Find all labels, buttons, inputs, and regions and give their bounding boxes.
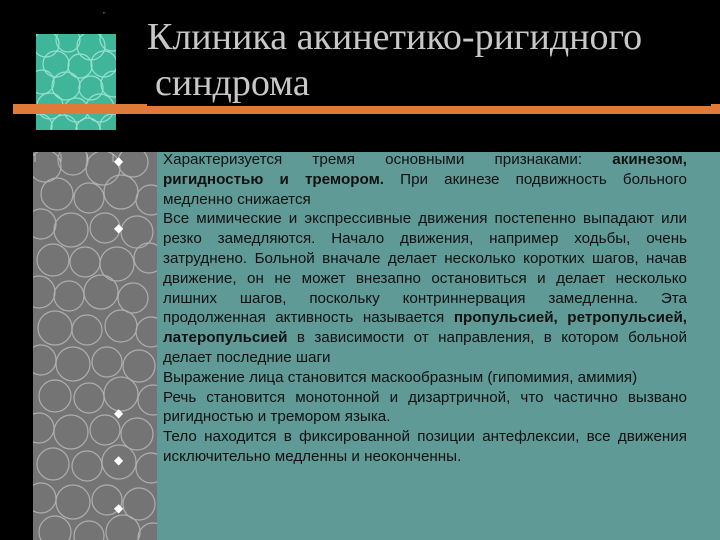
teal-circle-pattern-decoration xyxy=(36,34,116,130)
bullet-1-text-bold: акинезом, ригидностью и тремором. xyxy=(163,151,687,188)
diamond-bullet-icon: ◆ xyxy=(114,154,124,168)
bullet-2-text-c: в зависимости от направления, в котором больной делает последние шаги xyxy=(163,329,687,366)
tiny-mark: " xyxy=(103,12,106,19)
grey-circle-pattern-decoration xyxy=(33,152,157,540)
bullet-5-text: Тело находится в фиксированной позиции антефлексии, все движения исключительно медленны и неоконченны. xyxy=(163,428,687,465)
bullet-item-1 xyxy=(163,150,687,209)
slide-title xyxy=(147,14,711,106)
bullet-4-text: Речь становится монотонной и дизартричной, что частично вызвано ригидностью и тремором языка. xyxy=(163,388,687,426)
bullet-item-3 xyxy=(163,368,687,388)
bullet-2-text-a: Все мимические и экспрессивные движения постепенно выпадают или резко замедляются. Начало движения, например ходьбы, очень затруднено. Больной вначале делает несколько коротких шагов, начав движение, он не может внезапно остановиться и делает несколько лишних шагов, поскольку контриннервация замедленна. Эта продолженная активность называется xyxy=(163,210,687,327)
bullet-column xyxy=(108,152,138,540)
diamond-bullet-icon: ◆ xyxy=(114,501,124,515)
bullet-1-text-a: Характеризуется тремя основными признаками: xyxy=(163,151,613,168)
diamond-bullet-icon: ◆ xyxy=(114,406,124,420)
bullet-item-4 xyxy=(163,388,687,428)
diamond-bullet-icon: ◆ xyxy=(114,453,124,467)
title-line-1: Клиника акинетико-ригидного xyxy=(147,16,643,58)
bullet-2-text-bold: пропульсией, ретропульсией, латеропульсией xyxy=(163,309,688,347)
bullet-3-text: Выражение лица становится маскообразным (гипомимия, амимия) xyxy=(163,368,638,386)
diamond-bullet-icon: ◆ xyxy=(114,221,124,235)
bullet-item-5 xyxy=(163,427,687,467)
bullet-list xyxy=(163,150,687,467)
title-line-2: синдрома xyxy=(155,62,310,104)
bullet-item-2 xyxy=(163,209,687,367)
bullet-1-text-c: При акинезе подвижность больного медленно снижается xyxy=(163,170,687,208)
